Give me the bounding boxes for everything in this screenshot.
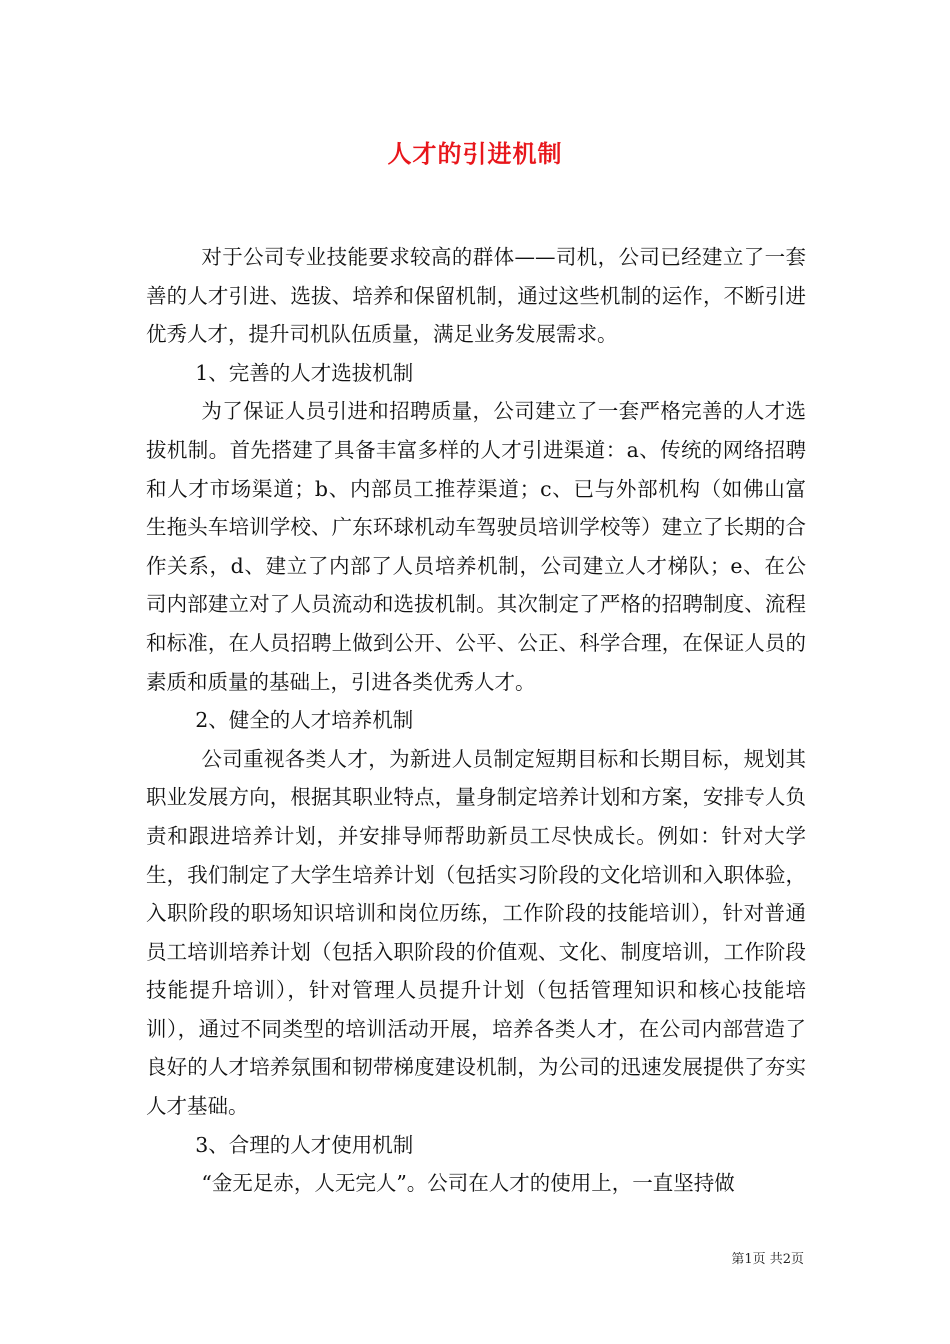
section-1-paragraph: 为了保证人员引进和招聘质量，公司建立了一套严格完善的人才选拔机制。首先搭建了具备丰富多样的人才引进渠道：a、传统的网络招聘和人才市场渠道；b、内部员工推荐渠道；c、已与外部机构（如佛山富生拖头车培训学校、广东环球机动车驾驶员培训学校等）建立了长期的合作关系，d、建立了内部了人员培养机制，公司建立人才梯队；e、在公司内部建立对了人员流动和选拔机制。其次制定了严格的招聘制度、流程和标准，在人员招聘上做到公开、公平、公正、科学合理，在保证人员的素质和质量的基础上，引进各类优秀人才。 [146,399,806,694]
section-3-paragraph: “金无足赤，人无完人”。公司在人才的使用上，一直坚持做 [201,1171,735,1196]
section-heading-3: 3、合理的人才使用机制 [195,1132,414,1157]
section-2-paragraph: 公司重视各类人才，为新进人员制定短期目标和长期目标，规划其职业发展方向，根据其职业特点，量身制定培养计划和方案，安排专人负责和跟进培养计划，并安排导师帮助新员工尽快成长。例如：针对大学生，我们制定了大学生培养计划（包括实习阶段的文化培训和入职体验，入职阶段的职场知识培训和岗位历练，工作阶段的技能培训），针对普通员工培训培养计划（包括入职阶段的价值观、文化、制度培训，工作阶段技能提升培训），针对管理人员提升计划（包括管理知识和核心技能培训），通过不同类型的培训活动开展，培养各类人才，在公司内部营造了良好的人才培养氛围和韧带梯度建设机制，为公司的迅速发展提供了夯实人才基础。 [146,746,806,1119]
page-number: 第1页 共2页 [731,1252,804,1267]
page-title: 人才的引进机制 [387,139,563,168]
section-heading-2: 2、健全的人才培养机制 [195,708,414,733]
section-heading-1: 1、完善的人才选拔机制 [195,360,414,385]
intro-paragraph: 对于公司专业技能要求较高的群体——司机，公司已经建立了一套善的人才引进、选拔、培养和保留机制，通过这些机制的运作，不断引进优秀人才，提升司机队伍质量，满足业务发展需求。 [146,245,806,347]
document-body [146,238,806,1203]
